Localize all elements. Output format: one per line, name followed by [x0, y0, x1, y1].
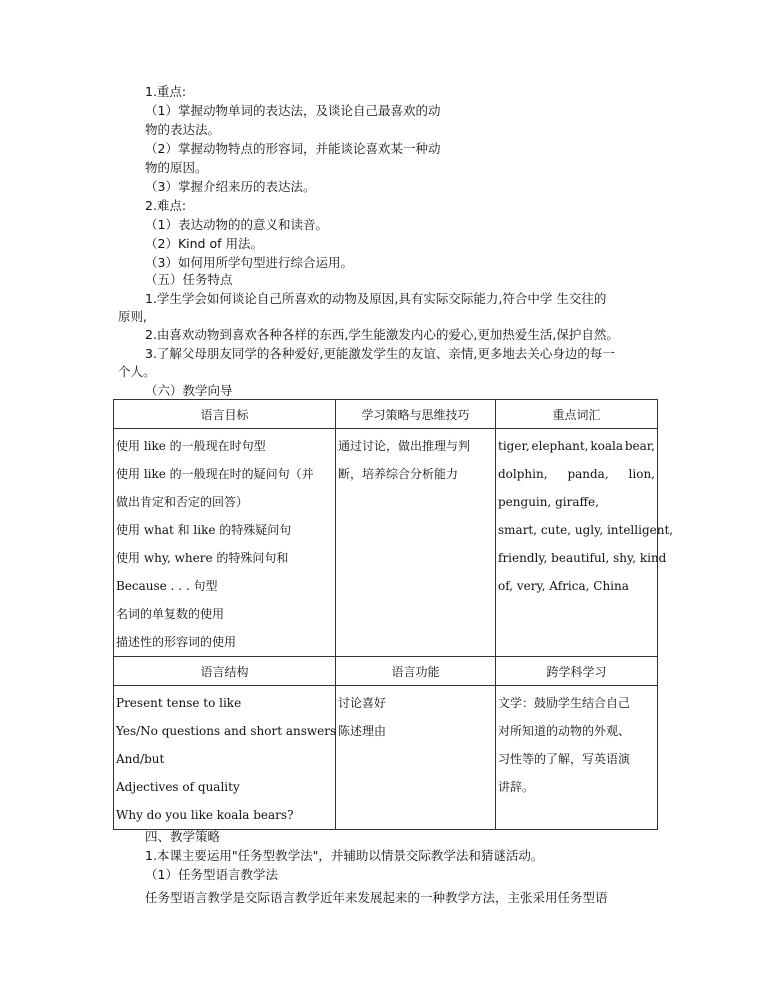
- table-row: [114, 686, 658, 830]
- vocab-word: tiger,: [498, 439, 530, 453]
- table-header-row: [114, 400, 658, 429]
- header-key-vocabulary: 重点词汇: [496, 400, 658, 429]
- vocab-word: dolphin,: [498, 467, 548, 481]
- cell-line: 陈述理由: [338, 724, 387, 738]
- heading-difficulties: 2.难点:: [145, 198, 187, 213]
- header-language-function: 语言功能: [336, 657, 496, 686]
- text-line: （1）任务型语言教学法: [145, 867, 278, 882]
- heading-teaching-strategy: 四、教学策略: [145, 829, 221, 844]
- text-line: （2）掌握动物特点的形容词，并能谈论喜欢某一种动: [145, 141, 441, 156]
- cell-learning-strategies: [336, 429, 496, 657]
- text-line: 2.由喜欢动物到喜欢各种各样的东西,学生能激发内心的爱心,更加热爱生活,保护自然。: [145, 327, 619, 342]
- cell-line: 使用 what 和 like 的特殊疑问句: [116, 523, 292, 537]
- text-line: （1）掌握动物单词的表达法，及谈论自己最喜欢的动: [145, 103, 441, 118]
- table-row: [114, 429, 658, 657]
- cell-cross-curricular: [496, 686, 658, 830]
- cell-key-vocabulary: [496, 429, 674, 657]
- cell-line: 讲辞。: [498, 780, 535, 794]
- heading-key-points: 1.重点:: [145, 84, 187, 99]
- cell-line: 对所知道的动物的外观、: [498, 724, 631, 738]
- cell-line: 做出肯定和否定的回答）: [116, 495, 249, 509]
- text-line: （1）表达动物的的意义和读音。: [145, 217, 328, 232]
- text-line: 个人。: [118, 364, 156, 379]
- text-line: （3）掌握介绍来历的表达法。: [145, 179, 316, 194]
- cell-line: 习性等的了解，写英语演: [498, 752, 631, 766]
- cell-line: 文学：鼓励学生结合自己: [498, 696, 631, 710]
- header-cross-curricular: 跨学科学习: [496, 657, 658, 686]
- cell-line: 使用 like 的一般现在时的疑问句（并: [116, 467, 314, 481]
- text-line: 任务型语言教学是交际语言教学近年来发展起来的一种教学方法，主张采用任务型语: [145, 890, 608, 905]
- cell-line: penguin, giraffe,: [498, 495, 599, 509]
- cell-line: 使用 like 的一般现在时句型: [116, 439, 266, 453]
- cell-line: Why do you like koala bears?: [116, 808, 294, 822]
- cell-line: [498, 460, 655, 488]
- cell-language-goals: [114, 429, 336, 657]
- table-header-row: [114, 657, 658, 686]
- cell-line: 描述性的形容词的使用: [116, 635, 237, 649]
- cell-line: friendly, beautiful, shy, kind: [498, 551, 667, 565]
- text-line: 1.学生学会如何谈论自己所喜欢的动物及原因,具有实际交际能力,符合中学 生交往的: [145, 291, 607, 306]
- vocab-word: panda,: [567, 467, 609, 481]
- cell-line: Adjectives of quality: [116, 780, 240, 794]
- header-language-structure: 语言结构: [114, 657, 336, 686]
- text-line: （2）Kind of 用法。: [145, 236, 263, 251]
- cell-line: smart, cute, ugly, intelligent,: [498, 523, 674, 537]
- teaching-guide-table: [113, 399, 674, 830]
- cell-language-function: [336, 686, 496, 830]
- text-line: 原则,: [118, 309, 147, 324]
- cell-line: Present tense to like: [116, 696, 242, 710]
- vocab-word: lion,: [628, 467, 655, 481]
- cell-line: 通过讨论，做出推理与判: [338, 439, 471, 453]
- text-line: 1.本课主要运用"任务型教学法"，并辅助以情景交际教学法和猜谜活动。: [145, 848, 544, 863]
- cell-line: 讨论喜好: [338, 696, 387, 710]
- cell-line: Because . . . 句型: [116, 579, 218, 593]
- cell-line: [498, 429, 655, 460]
- heading-task-features: （五）任务特点: [145, 272, 233, 287]
- cell-line: And/but: [116, 752, 165, 766]
- text-line: （3）如何用所学句型进行综合运用。: [145, 255, 353, 270]
- vocab-word: bear,: [624, 439, 655, 453]
- vocab-word: koala: [590, 439, 623, 453]
- text-line: 物的原因。: [145, 160, 208, 175]
- cell-line: Yes/No questions and short answers: [116, 724, 337, 738]
- cell-line: of, very, Africa, China: [498, 579, 629, 593]
- cell-line: 使用 why, where 的特殊问句和: [116, 551, 289, 565]
- cell-line: 名词的单复数的使用: [116, 607, 225, 621]
- cell-language-structure: [114, 686, 336, 830]
- heading-teaching-guide: （六）教学向导: [145, 383, 233, 398]
- text-line: 物的表达法。: [145, 122, 221, 137]
- header-language-goals: 语言目标: [114, 400, 336, 429]
- cell-line: 断，培养综合分析能力: [338, 467, 459, 481]
- vocab-word: elephant,: [531, 439, 589, 453]
- header-learning-strategies: 学习策略与思维技巧: [336, 400, 496, 429]
- text-line: 3.了解父母朋友同学的各种爱好,更能激发学生的友谊、亲情,更多地去关心身边的每一: [145, 346, 615, 361]
